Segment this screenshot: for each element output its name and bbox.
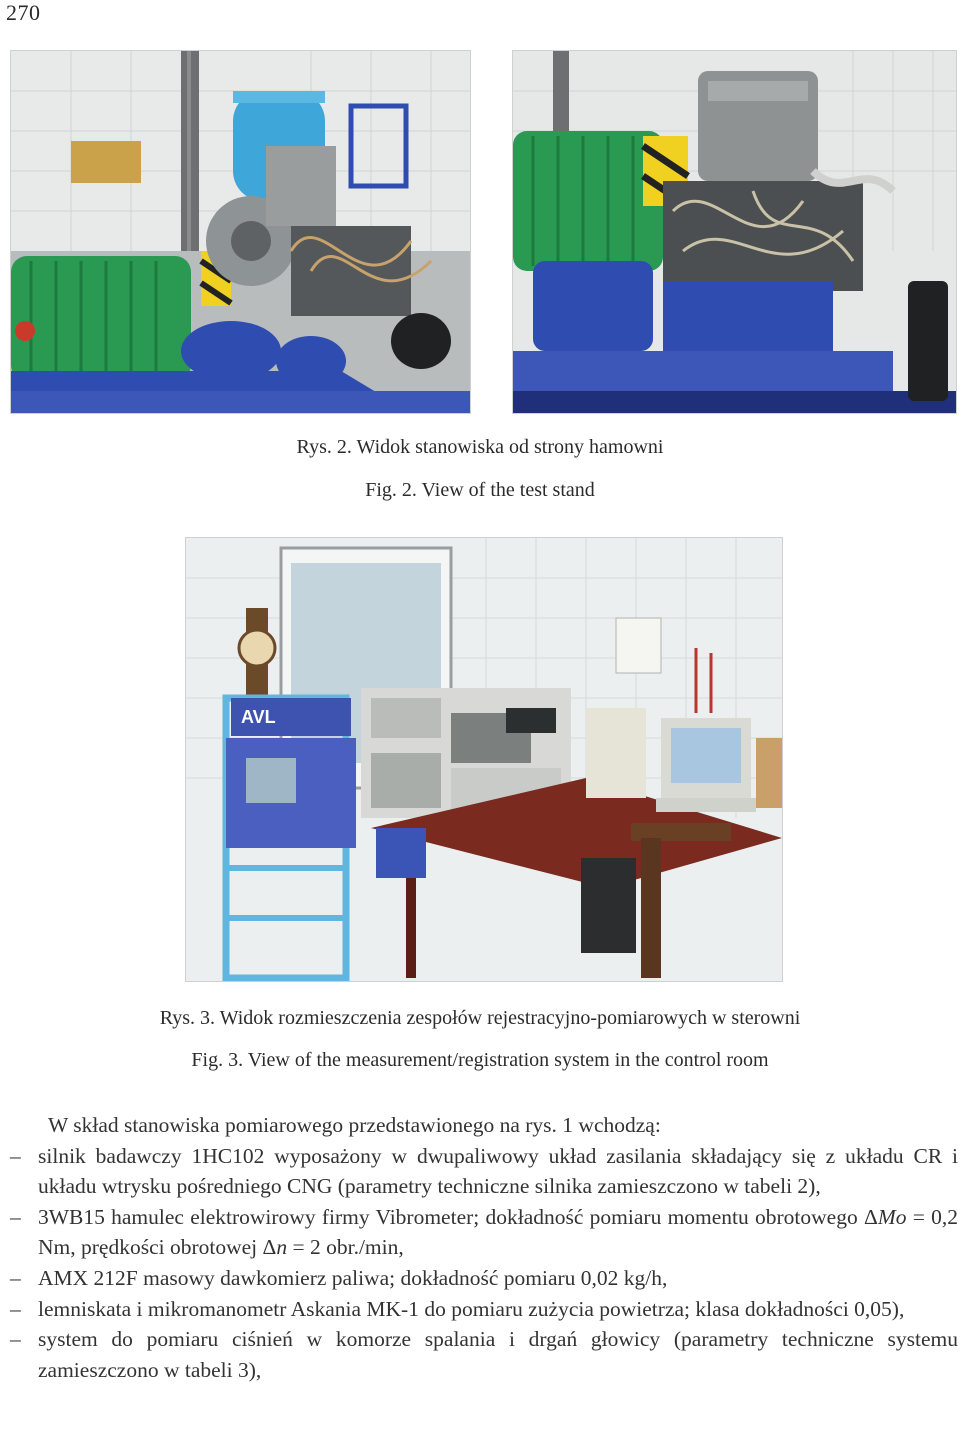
- list-item-text: AMX 212F masowy dawkomierz paliwa; dokładność pomiaru 0,02 kg/h,: [38, 1265, 668, 1290]
- figure-3-caption-pl: Rys. 3. Widok rozmieszczenia zespołów rejestracyjno-pomiarowych w sterowni: [159, 1007, 801, 1029]
- control-room-photo: [185, 537, 783, 982]
- speed-symbol: n: [276, 1235, 288, 1260]
- list-item: [10, 1324, 958, 1385]
- delta-symbol: Δ: [262, 1235, 277, 1260]
- list-item: [10, 1202, 958, 1263]
- intro-paragraph: W skład stanowiska pomiarowego przedstawionego na rys. 1 wchodzą:: [48, 1113, 661, 1137]
- figure-2-caption-pl: Rys. 2. Widok stanowiska od strony hamowni: [296, 436, 664, 458]
- page-number: 270: [6, 0, 41, 25]
- engine-dyno-left-illustration: [11, 51, 470, 413]
- list-item: [10, 1263, 958, 1294]
- avl-logo: AVL: [241, 707, 276, 727]
- list-item-text: system do pomiaru ciśnień w komorze spalania i drgań głowicy (parametry techniczne systemu zamieszczono w tabeli 3),: [38, 1327, 958, 1382]
- body-text: [10, 1110, 958, 1385]
- list-item: [10, 1294, 958, 1325]
- list-item-text: lemniskata i mikromanometr Askania MK-1 do pomiaru zużycia powietrza; klasa dokładności 0,05),: [38, 1296, 905, 1321]
- torque-symbol: Mo: [877, 1204, 907, 1229]
- delta-symbol: Δ: [863, 1204, 878, 1229]
- list-item: [10, 1141, 958, 1202]
- figure-3-caption-en: Fig. 3. View of the measurement/registration system in the control room: [191, 1049, 769, 1071]
- list-item-text: = 0,2 Nm, prędkości obrotowej: [38, 1204, 958, 1260]
- list-item-text: silnik badawczy 1HC102 wyposażony w dwupaliwowy układ zasilania składający się z układu CR i układu wtrysku pośredniego CNG (parametry techniczne silnika zamieszczono w tabeli 2),: [38, 1143, 958, 1199]
- engine-dyno-stand-left-photo: [10, 50, 471, 414]
- engine-dyno-stand-right-photo: [512, 50, 957, 414]
- engine-dyno-right-illustration: [513, 51, 956, 413]
- figure-2-caption-en: Fig. 2. View of the test stand: [365, 479, 595, 501]
- control-room-illustration: [186, 538, 782, 981]
- list-item-text: 3WB15 hamulec elektrowirowy firmy Vibrometer; dokładność pomiaru momentu obrotowego: [38, 1204, 864, 1229]
- list-item-text: = 2 obr./min,: [287, 1235, 404, 1260]
